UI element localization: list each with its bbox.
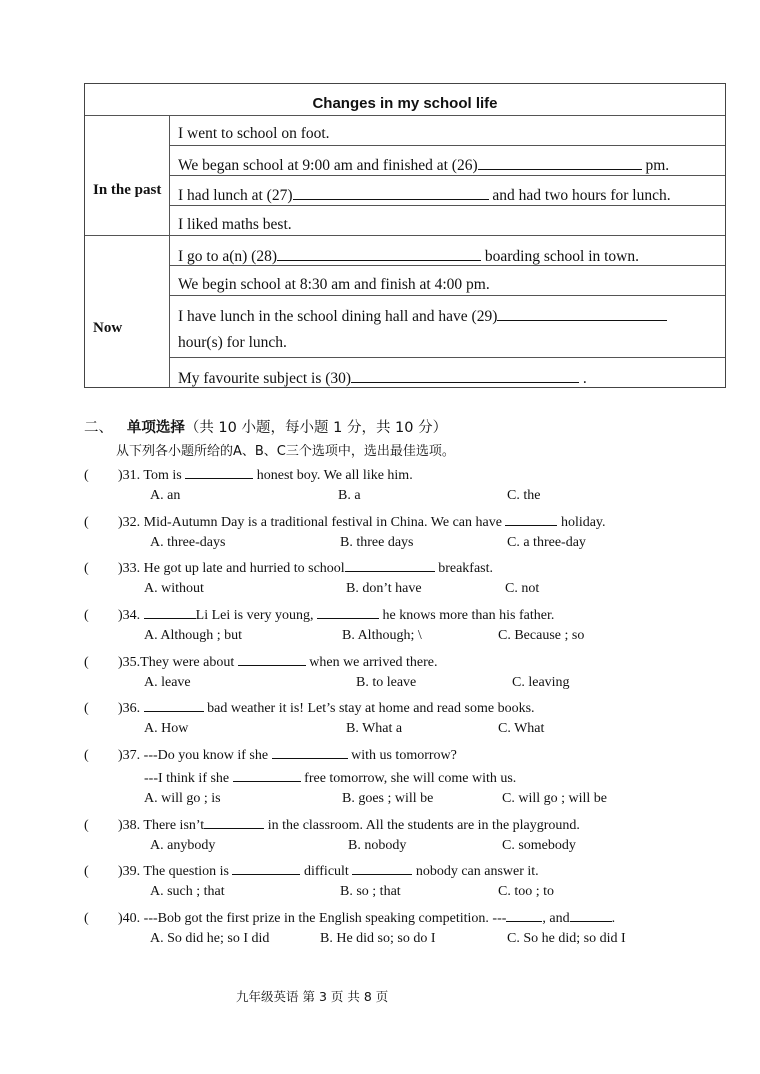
question-text: breakfast. bbox=[434, 561, 493, 576]
answer-blank bbox=[478, 154, 642, 170]
option-a: A. So did he; so I did bbox=[150, 931, 270, 946]
answer-paren[interactable]: ( bbox=[84, 748, 89, 763]
question-text: nobody can answer it. bbox=[412, 864, 539, 879]
table-cell bbox=[178, 275, 490, 295]
question-text: free tomorrow, she will come with us. bbox=[300, 771, 517, 786]
table-cell bbox=[178, 124, 330, 144]
option-a: A. without bbox=[144, 581, 204, 596]
question-text: ---I think if she bbox=[144, 771, 230, 786]
option-a: A. such ; that bbox=[150, 884, 225, 899]
answer-blank bbox=[497, 305, 667, 321]
paren-close: ) bbox=[118, 468, 123, 483]
option-c: C. somebody bbox=[502, 838, 576, 853]
question-37 bbox=[84, 745, 457, 764]
question-text: 35.They were about bbox=[122, 655, 235, 670]
table-divider bbox=[169, 357, 725, 358]
row-header-past: In the past bbox=[93, 182, 162, 198]
option-a: A. anybody bbox=[150, 838, 216, 853]
school-life-table bbox=[84, 83, 726, 388]
answer-blank bbox=[506, 908, 542, 922]
answer-blank bbox=[505, 512, 557, 526]
option-b: B. nobody bbox=[348, 838, 407, 853]
answer-paren[interactable]: ( bbox=[84, 864, 89, 879]
paren-close: ) bbox=[118, 818, 123, 833]
answer-blank bbox=[293, 184, 489, 200]
question-text: in the classroom. All the students are in the playground. bbox=[264, 818, 580, 833]
question-36 bbox=[84, 698, 535, 717]
option-b: B. Although; \ bbox=[342, 628, 422, 643]
question-34 bbox=[84, 605, 554, 624]
question-text: 37. ---Do you know if she bbox=[122, 748, 269, 763]
answer-paren[interactable]: ( bbox=[84, 655, 89, 670]
row-header-now: Now bbox=[93, 320, 123, 336]
question-text: with us tomorrow? bbox=[347, 748, 457, 763]
section-title: 单项选择 bbox=[126, 420, 185, 436]
paren-close: ) bbox=[118, 655, 123, 670]
answer-blank bbox=[232, 861, 300, 875]
answer-blank bbox=[144, 605, 196, 619]
answer-paren[interactable]: ( bbox=[84, 701, 89, 716]
question-37-line2 bbox=[144, 768, 516, 787]
section-header bbox=[84, 416, 447, 437]
paren-close: ) bbox=[118, 561, 123, 576]
option-b: B. so ; that bbox=[340, 884, 401, 899]
question-text: 34. bbox=[122, 608, 144, 623]
cell-text: I have lunch in the school dining hall and have (29) bbox=[178, 308, 498, 325]
answer-paren[interactable]: ( bbox=[84, 468, 89, 483]
answer-paren[interactable]: ( bbox=[84, 561, 89, 576]
section-note: （共 10 小题，每小题 1 分，共 10 分） bbox=[184, 420, 448, 436]
option-a: A. three-days bbox=[150, 535, 226, 550]
answer-paren[interactable]: ( bbox=[84, 911, 89, 926]
table-title: Changes in my school life bbox=[312, 95, 498, 112]
answer-blank bbox=[277, 245, 481, 261]
cell-text: We began school at 9:00 am and finished at (26) bbox=[178, 157, 478, 174]
option-c: C. too ; to bbox=[498, 884, 555, 899]
option-a: A. an bbox=[150, 488, 181, 503]
option-c: C. the bbox=[507, 488, 541, 503]
answer-blank bbox=[233, 768, 301, 782]
question-33 bbox=[84, 558, 493, 577]
question-text: 38. There isn’t bbox=[122, 818, 205, 833]
option-b: B. He did so; so do I bbox=[320, 931, 436, 946]
question-text: holiday. bbox=[557, 515, 606, 530]
question-text: 31. Tom is bbox=[122, 468, 182, 483]
table-cell bbox=[178, 245, 639, 267]
option-c: C. What bbox=[498, 721, 545, 736]
paren-close: ) bbox=[118, 911, 123, 926]
answer-blank bbox=[345, 558, 435, 572]
cell-text: boarding school in town. bbox=[484, 248, 639, 265]
question-39 bbox=[84, 861, 539, 880]
question-text: 33. He got up late and hurried to school bbox=[122, 561, 345, 576]
option-a: A. How bbox=[144, 721, 189, 736]
question-text: when we arrived there. bbox=[305, 655, 438, 670]
question-text: bad weather it is! Let’s stay at home and read some books. bbox=[203, 701, 535, 716]
table-divider bbox=[169, 295, 725, 296]
cell-text: I go to a(n) (28) bbox=[178, 248, 277, 265]
cell-text: and had two hours for lunch. bbox=[492, 187, 671, 204]
question-31 bbox=[84, 465, 413, 484]
option-c: C. a three-day bbox=[507, 535, 586, 550]
cell-text: . bbox=[582, 370, 587, 387]
table-cell bbox=[178, 367, 587, 389]
paren-close: ) bbox=[118, 701, 123, 716]
table-divider bbox=[85, 115, 725, 116]
table-divider bbox=[169, 115, 170, 387]
answer-paren[interactable]: ( bbox=[84, 608, 89, 623]
answer-blank bbox=[204, 815, 264, 829]
answer-blank bbox=[144, 698, 204, 712]
question-text: , and bbox=[542, 911, 570, 926]
option-b: B. a bbox=[338, 488, 361, 503]
question-text: 39. The question is bbox=[122, 864, 229, 879]
cell-text: My favourite subject is (30) bbox=[178, 370, 352, 387]
answer-paren[interactable]: ( bbox=[84, 818, 89, 833]
answer-paren[interactable]: ( bbox=[84, 515, 89, 530]
option-b: B. three days bbox=[340, 535, 414, 550]
option-c: C. leaving bbox=[512, 675, 570, 690]
section-number: 二、 bbox=[84, 420, 113, 436]
question-text: 32. Mid-Autumn Day is a traditional festival in China. We can have bbox=[122, 515, 502, 530]
question-text: Li Lei is very young, bbox=[195, 608, 317, 623]
option-c: C. So he did; so did I bbox=[507, 931, 626, 946]
option-b: B. to leave bbox=[356, 675, 417, 690]
question-text: . bbox=[611, 911, 616, 926]
answer-blank bbox=[570, 908, 612, 922]
paren-close: ) bbox=[118, 515, 123, 530]
table-divider bbox=[169, 145, 725, 146]
question-text: honest boy. We all like him. bbox=[253, 468, 413, 483]
section-instruction: 从下列各小题所给的A、B、C三个选项中，选出最佳选项。 bbox=[116, 444, 455, 459]
option-a: A. Although ; but bbox=[144, 628, 243, 643]
option-a: A. will go ; is bbox=[144, 791, 221, 806]
option-b: B. don’t have bbox=[346, 581, 422, 596]
question-35 bbox=[84, 652, 438, 671]
paren-close: ) bbox=[118, 608, 123, 623]
cell-text: pm. bbox=[645, 157, 670, 174]
option-c: C. Because ; so bbox=[498, 628, 585, 643]
answer-blank bbox=[352, 861, 412, 875]
question-text: 36. bbox=[122, 701, 141, 716]
answer-blank bbox=[351, 367, 579, 383]
cell-text: We begin school at 8:30 am and finish at 4:00 pm. bbox=[178, 276, 490, 293]
table-cell bbox=[178, 184, 671, 206]
cell-text: I had lunch at (27) bbox=[178, 187, 293, 204]
question-text: difficult bbox=[300, 864, 353, 879]
answer-blank bbox=[272, 745, 348, 759]
question-40 bbox=[84, 908, 615, 927]
question-text: he knows more than his father. bbox=[378, 608, 555, 623]
option-b: B. goes ; will be bbox=[342, 791, 434, 806]
question-text: 40. ---Bob got the first prize in the English speaking competition. --- bbox=[122, 911, 507, 926]
cell-text: I went to school on foot. bbox=[178, 125, 330, 142]
option-b: B. What a bbox=[346, 721, 403, 736]
table-cell bbox=[178, 154, 669, 176]
question-38 bbox=[84, 815, 580, 834]
option-a: A. leave bbox=[144, 675, 191, 690]
answer-blank bbox=[238, 652, 306, 666]
answer-blank bbox=[317, 605, 379, 619]
cell-text: hour(s) for lunch. bbox=[178, 334, 287, 351]
table-cell bbox=[178, 215, 292, 235]
table-divider bbox=[85, 235, 725, 236]
table-cell bbox=[178, 305, 667, 327]
option-c: C. will go ; will be bbox=[502, 791, 607, 806]
cell-text: I liked maths best. bbox=[178, 216, 292, 233]
answer-blank bbox=[185, 465, 253, 479]
question-32 bbox=[84, 512, 606, 531]
table-cell bbox=[178, 333, 287, 353]
paren-close: ) bbox=[118, 864, 123, 879]
page-footer: 九年级英语 第 3 页 共 8 页 bbox=[236, 989, 389, 1004]
paren-close: ) bbox=[118, 748, 123, 763]
option-c: C. not bbox=[505, 581, 540, 596]
